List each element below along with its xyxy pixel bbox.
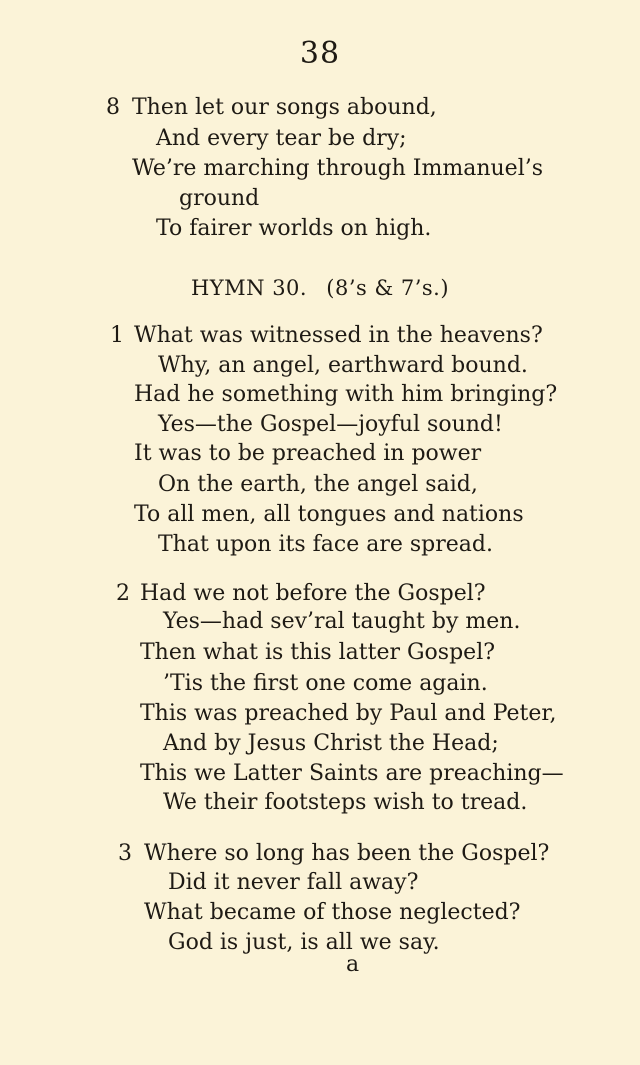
verse-line: What became of those neglected? (144, 900, 521, 925)
verse-line: Where so long has been the Gospel? (144, 841, 550, 866)
verse-line: God is just, is all we say. (168, 930, 440, 955)
hymn-title: HYMN 30. (190, 276, 308, 300)
hymn-heading (0, 276, 640, 300)
verse-line: And by Jesus Christ the Head; (163, 731, 499, 756)
catchword: a (346, 952, 360, 977)
verse-line: This was preached by Paul and Peter, (140, 701, 557, 726)
verse-line: We’re marching through Immanuel’s (132, 156, 544, 181)
verse-line: It was to be preached in power (134, 441, 482, 466)
verse-line: Did it never fall away? (168, 870, 419, 895)
verse-line: Had we not before the Gospel? (140, 581, 486, 606)
verse-line: What was witnessed in the heavens? (134, 323, 543, 348)
hymn-meter: (8’s & 7’s.) (326, 276, 450, 300)
verse-line: ground (179, 186, 260, 211)
verse-line: And every tear be dry; (156, 126, 407, 151)
verse-line: This we Latter Saints are preaching— (140, 761, 564, 786)
verse-line: To all men, all tongues and nations (134, 502, 524, 527)
verse-line: Yes—had sev’ral taught by men. (163, 609, 521, 634)
verse-line: To fairer worlds on high. (156, 216, 432, 241)
verse-number: 2 (116, 581, 130, 606)
verse-line: Then what is this latter Gospel? (140, 640, 496, 665)
verse-number: 1 (110, 323, 124, 348)
verse-number: 3 (118, 841, 132, 866)
verse-line: Why, an angel, earthward bound. (158, 353, 528, 378)
verse-line: ’Tis the first one come again. (163, 671, 488, 696)
verse-number: 8 (106, 95, 120, 120)
verse-line: Had he something with him bringing? (134, 382, 558, 407)
verse-line: Then let our songs abound, (132, 95, 437, 120)
verse-line: Yes—the Gospel—joyful sound! (158, 412, 503, 437)
verse-line: On the earth, the angel said, (158, 472, 478, 497)
page-number: 38 (299, 36, 341, 71)
verse-line: We their footsteps wish to tread. (163, 790, 528, 815)
verse-line: That upon its face are spread. (158, 532, 493, 557)
